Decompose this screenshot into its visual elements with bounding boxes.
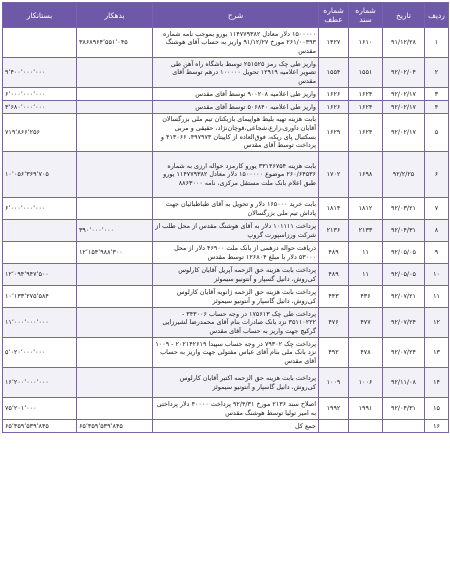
cell-sanad: ۲۱۳۳ bbox=[349, 220, 383, 242]
table-row bbox=[3, 220, 449, 242]
header-row bbox=[3, 3, 449, 28]
cell-date: ۹۲/۰۴/۳۱ bbox=[383, 398, 425, 420]
cell-sanad: ۱۸۱۲ bbox=[349, 198, 383, 220]
cell-bedehkar: ۱۲٬۱۵۴٬۹۸۸٬۳۰۰ bbox=[77, 242, 153, 264]
cell-radif: ۱۴ bbox=[425, 368, 449, 398]
cell-atf: ۱۵۵۴ bbox=[319, 58, 349, 88]
cell-atf bbox=[319, 420, 349, 433]
cell-sharh: ۱۵۰۰۰۰۰ دلار معادل ۱۱۴۷۷۹۳۸۲ یورو بموجب نامه شماره ۲۶۱/۰۰۳۹۳ مورخ ۹۱/۱۲/۲۷ واریز به حساب آقای هوشنگ مقدس bbox=[153, 28, 319, 58]
cell-bedehkar: ۳۹۰٬۰۰۰٬۰۰۰ bbox=[77, 220, 153, 242]
header-bestankar: بستانکار bbox=[3, 3, 77, 28]
table-row bbox=[3, 264, 449, 286]
table-row bbox=[3, 198, 449, 220]
cell-bestankar bbox=[3, 28, 77, 58]
cell-bedehkar bbox=[77, 338, 153, 368]
cell-bedehkar bbox=[77, 152, 153, 198]
cell-bestankar: ۱۰٬۱۳۳٬۲۷۵٬۵۸۴ bbox=[3, 286, 77, 308]
cell-bedehkar bbox=[77, 264, 153, 286]
header-radif: ردیف bbox=[425, 3, 449, 28]
cell-bedehkar bbox=[77, 88, 153, 101]
cell-bedehkar: ۳۸۶۸۹۶۴٬۵۵۱٬۰۴۵ bbox=[77, 28, 153, 58]
cell-sanad: ۱۶۱۰ bbox=[349, 28, 383, 58]
cell-bestankar: ۷۵٬۲۰۱٬۰۰۰ bbox=[3, 398, 77, 420]
cell-atf: ۱۶۲۶ bbox=[319, 101, 349, 114]
cell-sharh: پرداخت ۱۰۱۱۱۱ دلار به آقای هوشنگ مقدس از محل طلب از شرکت ورزاسپورت گروپ bbox=[153, 220, 319, 242]
cell-sharh: پرداخت چک ۷۹۳۰۲ در وجه حساب سپیدا ۲۰۲۱۴۲۶۱۹ - ۱۰۰۹ نزد بانک ملی بنام آقای عباس مقتولی جهت واریز به حساب آقای مقدس bbox=[153, 338, 319, 368]
cell-date: ۹۲/۰۵/۰۵ bbox=[383, 242, 425, 264]
cell-date: ۹۲/۰۳/۲۱ bbox=[383, 198, 425, 220]
cell-atf: ۱۷۰۲ bbox=[319, 152, 349, 198]
cell-bedehkar: ۶۵٬۳۵۹٬۵۳۹٬۸۴۵ bbox=[77, 420, 153, 433]
cell-atf: ۱۶۲۶ bbox=[319, 88, 349, 101]
cell-bestankar: ۹٬۴۰۰٬۰۰۰٬۰۰۰ bbox=[3, 58, 77, 88]
cell-date: ۹۱/۱۲/۲۸ bbox=[383, 28, 425, 58]
cell-date bbox=[383, 420, 425, 433]
cell-bedehkar bbox=[77, 198, 153, 220]
cell-radif: ۱ bbox=[425, 28, 449, 58]
cell-atf: ۴۸۹ bbox=[319, 242, 349, 264]
cell-bestankar: ۶٬۰۰۰٬۰۰۰٬۰۰۰ bbox=[3, 198, 77, 220]
table-row bbox=[3, 88, 449, 101]
header-atf: شماره عطف bbox=[319, 3, 349, 28]
table-row bbox=[3, 242, 449, 264]
cell-date: ۹۲/۰۲/۱۷ bbox=[383, 101, 425, 114]
cell-sanad: ۴۷۸ bbox=[349, 338, 383, 368]
cell-atf: ۴۷۶ bbox=[319, 308, 349, 338]
cell-atf: ۴۹۲ bbox=[319, 338, 349, 368]
cell-bestankar: ۱۱٬۰۰۰٬۰۰۰٬۰۰۰ bbox=[3, 308, 77, 338]
table-row bbox=[3, 286, 449, 308]
cell-date: ۹۲/۰۲/۱۷ bbox=[383, 114, 425, 152]
cell-radif: ۱۲ bbox=[425, 308, 449, 338]
cell-sharh: بابت خرید ۱۶۵۰۰۰ دلار و تحویل به آقای طباطبائیان جهت پاداش تیم ملی بزرگسالان bbox=[153, 198, 319, 220]
cell-date: ۹۲/۲/۲۵ bbox=[383, 152, 425, 198]
cell-bestankar bbox=[3, 220, 77, 242]
cell-date: ۹۲/۰۷/۲۱ bbox=[383, 286, 425, 308]
table-row bbox=[3, 152, 449, 198]
cell-bestankar: ۱۲٬۰۹۴٬۹۴۷٬۵۰۰ bbox=[3, 264, 77, 286]
cell-sanad: ۱۱ bbox=[349, 242, 383, 264]
table-row bbox=[3, 114, 449, 152]
header-date: تاریخ bbox=[383, 3, 425, 28]
cell-date: ۹۲/۰۲/۱۷ bbox=[383, 88, 425, 101]
cell-radif: ۷ bbox=[425, 198, 449, 220]
cell-bestankar: ۱۰٬۰۵۶٬۳۶۹٬۷۰۵ bbox=[3, 152, 77, 198]
cell-sanad: ۱۵۵۱ bbox=[349, 58, 383, 88]
cell-date: ۹۲/۰۷/۲۴ bbox=[383, 308, 425, 338]
cell-sanad: ۱۶۹۸ bbox=[349, 152, 383, 198]
table-row bbox=[3, 308, 449, 338]
cell-bedehkar bbox=[77, 398, 153, 420]
header-bedehkar: بدهکار bbox=[77, 3, 153, 28]
cell-atf: ۱۶۲۹ bbox=[319, 114, 349, 152]
cell-sharh: پرداخت بابت هزینه حق الزحمه ژانویه آقایان کارلوس کی‌روش، دانیل گاسپار و آنتونیو سیموئز bbox=[153, 286, 319, 308]
header-sharh: شرح bbox=[153, 3, 319, 28]
table-row bbox=[3, 28, 449, 58]
cell-sharh: بابت هزینه تهیه بلیط هواپیمای بازیکنان تیم ملی بزرگسالان آقایان داوری،زارع،شجاعی،قوچان‌نژاد، حقیقی و مربی بسکتبال پای ریکه، فوق‌العاده از کاپیتان ۴۹۷۹۷۳، ۴۱۳۰۶۶ و پرداخت توسط آقای مقدس bbox=[153, 114, 319, 152]
cell-bestankar: ۱۶٬۲۰۰٬۰۰۰٬۰۰۰ bbox=[3, 368, 77, 398]
cell-date: ۹۲/۰۵/۰۵ bbox=[383, 264, 425, 286]
cell-atf: ۱۴۲۷ bbox=[319, 28, 349, 58]
cell-radif: ۳ bbox=[425, 88, 449, 101]
cell-radif: ۸ bbox=[425, 220, 449, 242]
cell-atf: ۱۹۹۲ bbox=[319, 398, 349, 420]
ledger-table bbox=[2, 2, 449, 433]
cell-sharh: واریز طی اعلامیه ۹۰۰۲۰۸ توسط آقای مقدس bbox=[153, 88, 319, 101]
cell-bestankar: ۵٬۰۲۰٬۰۰۰٬۰۰۰ bbox=[3, 338, 77, 368]
cell-bestankar: ۶۵٬۳۵۹٬۵۳۹٬۸۴۵ bbox=[3, 420, 77, 433]
cell-sanad: ۱۶۲۴ bbox=[349, 88, 383, 101]
cell-sharh: پرداخت بابت هزینه حق الزحمه اکتبر آقایان کارلوس کی‌روش، دانیل گاسپار و آنتونیو سیموئز bbox=[153, 368, 319, 398]
cell-bedehkar bbox=[77, 101, 153, 114]
cell-atf: ۱۸۱۴ bbox=[319, 198, 349, 220]
cell-radif: ۲ bbox=[425, 58, 449, 88]
cell-atf: ۱۰۰۹ bbox=[319, 368, 349, 398]
cell-bedehkar bbox=[77, 308, 153, 338]
cell-atf: ۴۸۹ bbox=[319, 264, 349, 286]
cell-sanad: ۱۶۲۴ bbox=[349, 101, 383, 114]
cell-bestankar bbox=[3, 242, 77, 264]
table-row bbox=[3, 101, 449, 114]
cell-sharh: واریز طی چک رمز ۲۵۱۵۲۵ توسط باشگاه راه آهن طی تصویر اعلامیه ۱۲۹۱۹ تحویل ۱۰۰۰۰۰ درهم توسط آقای مقدس bbox=[153, 58, 319, 88]
cell-sharh: جمع کل bbox=[153, 420, 319, 433]
cell-sharh: واریز طی اعلامیه ۵۰۶۸۴۰ توسط آقای مقدس bbox=[153, 101, 319, 114]
cell-radif: ۱۶ bbox=[425, 420, 449, 433]
cell-bedehkar bbox=[77, 58, 153, 88]
cell-bestankar: ۶٬۰۰۰٬۰۰۰٬۰۰۰ bbox=[3, 88, 77, 101]
cell-radif: ۵ bbox=[425, 114, 449, 152]
cell-radif: ۹ bbox=[425, 242, 449, 264]
table-row bbox=[3, 58, 449, 88]
cell-radif: ۱۵ bbox=[425, 398, 449, 420]
ledger-table-container bbox=[2, 2, 448, 433]
cell-date: ۹۲/۰۴/۳۱ bbox=[383, 220, 425, 242]
cell-atf: ۴۴۳ bbox=[319, 286, 349, 308]
cell-bedehkar bbox=[77, 114, 153, 152]
table-row bbox=[3, 368, 449, 398]
cell-date: ۹۲/۰۷/۲۴ bbox=[383, 338, 425, 368]
cell-sharh: بابت هزینه ۳۳۱۴۶۷۵۴ یورو کارمزد حواله ارزی به شماره ۲۶۰/۶۴۵۳۶ موضوع ۱۵۰۰۰۰۰ دلار معادل ۱۱۴۷۷۹۳۸۲ یورو طبق اعلام بانک ملت مستقل مرکزی، نامه ۸۸۶۳۰۰۰ bbox=[153, 152, 319, 198]
cell-radif: ۱۰ bbox=[425, 264, 449, 286]
table-row bbox=[3, 338, 449, 368]
cell-sanad: ۱۱ bbox=[349, 264, 383, 286]
cell-sharh: پرداخت بابت هزینه حق الزحمه آپریل آقایان کارلوس کی‌روش، دانیل گسپار و آنتونیو سیموئز bbox=[153, 264, 319, 286]
cell-date: ۹۲/۰۲/۰۴ bbox=[383, 58, 425, 88]
cell-sharh: پرداخت طی چک ۱۷۵۶۱۳ در وجه حساب ۳۴۳۰۰۶ - ۳۵۱۱۰۲۲۲ نزد بانک صادرات بنام آقای محمدرضا لشیرزایی گرکیچ جهت واریز به حساب آقای مقدس bbox=[153, 308, 319, 338]
table-row bbox=[3, 398, 449, 420]
cell-radif: ۶ bbox=[425, 152, 449, 198]
ledger-body bbox=[3, 28, 449, 433]
cell-date: ۹۲/۱۱/۰۸ bbox=[383, 368, 425, 398]
cell-sharh: اصلاح سند ۲۱۳۶ مورخ ۹۲/۴/۳۱ پرداخت ۴۰۰۰۰ دلار پرداختی به امیر تولیا توسط هوشنگ مقدس bbox=[153, 398, 319, 420]
cell-bestankar: ۷۱۹٬۸۶۶٬۲۵۶ bbox=[3, 114, 77, 152]
cell-bedehkar bbox=[77, 286, 153, 308]
cell-sanad: ۱۶۲۴ bbox=[349, 114, 383, 152]
cell-bedehkar bbox=[77, 368, 153, 398]
cell-radif: ۴ bbox=[425, 101, 449, 114]
cell-radif: ۱۱ bbox=[425, 286, 449, 308]
cell-sanad: ۱۰۰۶ bbox=[349, 368, 383, 398]
cell-atf: ۲۱۳۶ bbox=[319, 220, 349, 242]
cell-radif: ۱۳ bbox=[425, 338, 449, 368]
cell-bestankar: ۳٬۶۸۰٬۰۰۰٬۰۰۰ bbox=[3, 101, 77, 114]
cell-sanad: ۴۷۷ bbox=[349, 308, 383, 338]
cell-sanad bbox=[349, 420, 383, 433]
cell-sharh: دریافت حواله درهمی از بانک ملت ۴۶۹۰۰ دلار از محل ۵۳۰۰۰ دلار با مبلغ ۱۲۶۸۰۴ توسط مقدس bbox=[153, 242, 319, 264]
total-row bbox=[3, 420, 449, 433]
cell-sanad: ۴۳۶ bbox=[349, 286, 383, 308]
header-sanad: شماره سند bbox=[349, 3, 383, 28]
cell-sanad: ۱۹۹۱ bbox=[349, 398, 383, 420]
